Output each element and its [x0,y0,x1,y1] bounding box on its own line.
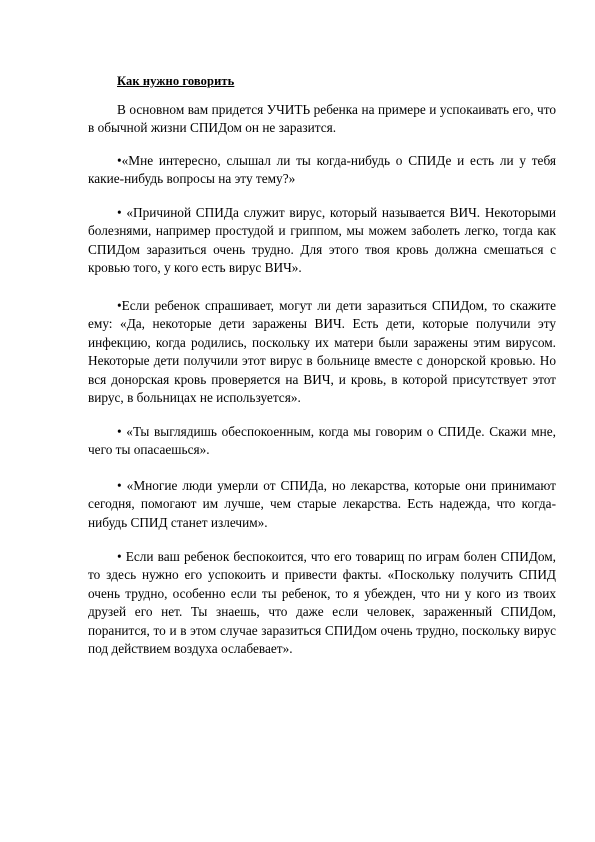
page-heading: Как нужно говорить [117,74,235,88]
bullet-paragraph-question: •«Мне интересно, слышал ли ты когда-нибудь о СПИДе и есть ли у тебя какие-нибудь вопросы на эту тему?» [88,153,556,187]
bullet-paragraph-cause: • «Причиной СПИДа служит вирус, который называется ВИЧ. Некоторыми болезнями, например простудой и гриппом, мы можем заболеть легко, тогда как СПИДом заразиться очень трудно. Для этого твоя кровь должна смешаться с кровью того, у кого есть вирус ВИЧ». [88,205,556,276]
bullet-paragraph-playmate: • Если ваш ребенок беспокоится, что его товарищ по играм болен СПИДом, то здесь нужно его успокоить и привести факты. «Поскольку получить СПИД очень трудно, особенно если ты ребенок, то я убежден, что ни у кого из твоих друзей его нет. Ты знаешь, что даже если человек, зараженный СПИДом, поранится, то и в этом случае заразиться СПИДом очень трудно, поскольку вирус под действием воздуха ослабевает». [88,549,556,657]
intro-paragraph: В основном вам придется УЧИТЬ ребенка на примере и успокаивать его, что в обычной жизни СПИДом он не заразится. [88,102,556,136]
bullet-paragraph-worried: • «Ты выглядишь обеспокоенным, когда мы говорим о СПИДе. Скажи мне, чего ты опасаешься». [88,424,556,458]
bullet-paragraph-children: •Если ребенок спрашивает, могут ли дети заразиться СПИДом, то скажите ему: «Да, некоторые дети заражены ВИЧ. Есть дети, которые получили эту инфекцию, когда родились, поскольку их матери были заражены этим вирусом. Некоторые дети получили этот вирус в больнице вместе с донорской кровью. Но вся донорская кровь проверяется на ВИЧ, и кровь, в которой присутствует этот вирус, в больницах не используется». [88,298,556,406]
bullet-paragraph-medicine: • «Многие люди умерли от СПИДа, но лекарства, которые они принимают сегодня, помогают им лучше, чем старые лекарства. Есть надежда, что когда-нибудь СПИД станет излечим». [88,478,556,530]
